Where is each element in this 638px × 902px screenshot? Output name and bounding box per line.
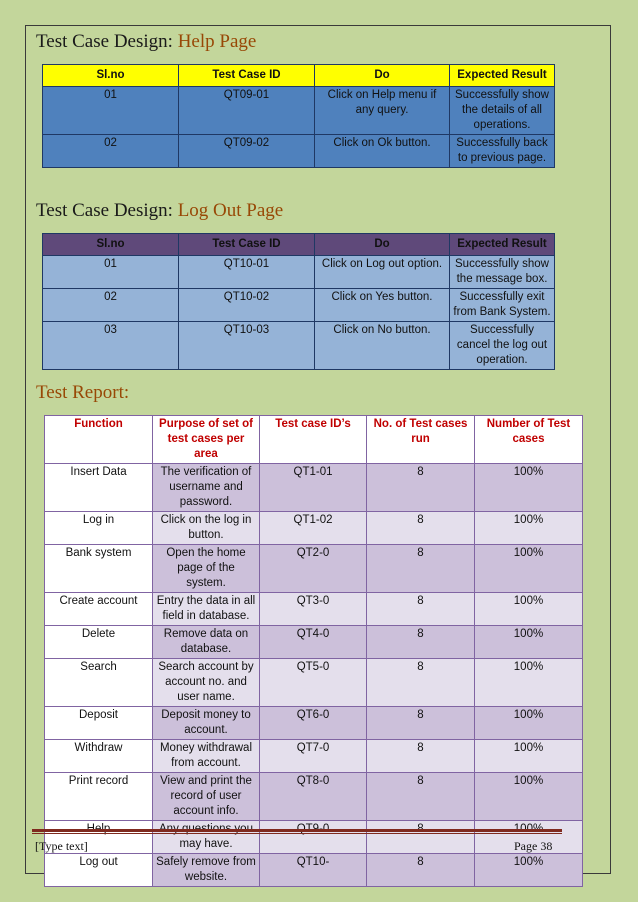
table-cell: Click on No button.: [315, 322, 450, 370]
logout-page-heading: [36, 200, 283, 222]
table-row: [45, 740, 583, 773]
table-cell: Click on Help menu if any query.: [315, 87, 450, 135]
table-cell: Log in: [45, 512, 153, 545]
table-cell: 100%: [475, 740, 583, 773]
table-row: [45, 707, 583, 740]
table-cell: Successfully back to previous page.: [450, 135, 555, 168]
table-cell: QT5-0: [260, 659, 367, 707]
table-cell: The verification of username and password.: [153, 464, 260, 512]
table-cell: 8: [367, 626, 475, 659]
page-number: Page 38: [514, 839, 553, 853]
table-cell: 8: [367, 512, 475, 545]
column-header: Sl.no: [43, 65, 179, 87]
column-header: Expected Result: [450, 234, 555, 256]
table-cell: [260, 821, 367, 854]
table-cell: 03: [43, 322, 179, 370]
table-cell: 8: [367, 593, 475, 626]
table-cell: QT4-0: [260, 626, 367, 659]
logout-heading-prefix: Test Case Design:: [36, 200, 178, 221]
table-cell: 01: [43, 87, 179, 135]
table-cell: 8: [367, 740, 475, 773]
table-cell: Deposit money to account.: [153, 707, 260, 740]
table-cell: 8: [367, 707, 475, 740]
table-cell: 02: [43, 135, 179, 168]
help-test-case-table: [42, 64, 555, 168]
table-cell: Search account by account no. and user name.: [153, 659, 260, 707]
table-cell: Safely remove from website.: [153, 854, 260, 887]
table-cell: Successfully exit from Bank System.: [450, 289, 555, 322]
footer-placeholder-text: [Type text]: [35, 839, 88, 853]
table-row: [43, 289, 555, 322]
help-page-heading: [36, 31, 256, 53]
table-cell: Click on Yes button.: [315, 289, 450, 322]
table-cell: QT09-02: [179, 135, 315, 168]
table-cell: 02: [43, 289, 179, 322]
table-cell: Click on Log out option.: [315, 256, 450, 289]
table-cell: Remove data on database.: [153, 626, 260, 659]
table-cell: may have.: [153, 821, 260, 854]
table-row: [45, 821, 583, 854]
table-row: [45, 626, 583, 659]
column-header: Number of Test cases: [475, 416, 583, 464]
table-cell: 100%: [475, 854, 583, 887]
table-cell: Money withdrawal from account.: [153, 740, 260, 773]
table-cell: QT7-0: [260, 740, 367, 773]
table-cell: 100%: [475, 773, 583, 821]
table-cell: 100%: [475, 659, 583, 707]
table-cell: QT10-02: [179, 289, 315, 322]
table-cell: Withdraw: [45, 740, 153, 773]
table-cell: Search: [45, 659, 153, 707]
table-row: [45, 512, 583, 545]
table-cell: Create account: [45, 593, 153, 626]
table-cell: Entry the data in all field in database.: [153, 593, 260, 626]
column-header: Test case ID’s: [260, 416, 367, 464]
table-row: [45, 773, 583, 821]
table-header-row: [45, 416, 583, 464]
table-cell: 8: [367, 854, 475, 887]
table-cell: QT10-: [260, 854, 367, 887]
table-cell: QT3-0: [260, 593, 367, 626]
footer-divider-thin: [32, 833, 562, 834]
column-header: Test Case ID: [179, 65, 315, 87]
table-cell: Open the home page of the system.: [153, 545, 260, 593]
test-report-table: [44, 415, 583, 887]
table-cell: QT1-02: [260, 512, 367, 545]
table-cell: Successfully show the details of all operations.: [450, 87, 555, 135]
table-cell: Click on Ok button.: [315, 135, 450, 168]
table-cell: Insert Data: [45, 464, 153, 512]
column-header: Test Case ID: [179, 234, 315, 256]
table-header-row: [43, 234, 555, 256]
table-cell: 8: [367, 464, 475, 512]
table-cell: 8: [367, 659, 475, 707]
table-cell: 8: [367, 545, 475, 593]
table-cell: Deposit: [45, 707, 153, 740]
column-header: No. of Test cases run: [367, 416, 475, 464]
table-cell: 100%: [475, 512, 583, 545]
table-cell: 8: [367, 773, 475, 821]
column-header: Sl.no: [43, 234, 179, 256]
table-row: [45, 593, 583, 626]
table-cell: 100%: [475, 626, 583, 659]
help-heading-accent: Help Page: [177, 31, 257, 52]
table-cell: View and print the record of user account info.: [153, 773, 260, 821]
column-header: Do: [315, 234, 450, 256]
test-report-heading: Test Report:: [36, 382, 130, 403]
table-row: [43, 135, 555, 168]
table-cell: Successfully show the message box.: [450, 256, 555, 289]
table-header-row: [43, 65, 555, 87]
column-header: Purpose of set of test cases per area: [153, 416, 260, 464]
logout-heading-accent: Log Out Page: [177, 200, 284, 221]
table-cell: [367, 821, 475, 854]
table-cell: QT10-01: [179, 256, 315, 289]
table-row: [43, 256, 555, 289]
table-cell: 100%: [475, 593, 583, 626]
table-cell: QT2-0: [260, 545, 367, 593]
table-cell: Successfully cancel the log out operation.: [450, 322, 555, 370]
table-cell: Bank system: [45, 545, 153, 593]
footer-divider-thick: [32, 829, 562, 832]
table-row: [45, 464, 583, 512]
table-cell: QT1-01: [260, 464, 367, 512]
table-cell: QT6-0: [260, 707, 367, 740]
table-cell: Print record: [45, 773, 153, 821]
logout-test-case-table: [42, 233, 555, 370]
table-cell: Click on the log in button.: [153, 512, 260, 545]
table-cell: QT09-01: [179, 87, 315, 135]
help-heading-prefix: Test Case Design:: [36, 31, 178, 52]
table-row: [45, 854, 583, 887]
table-cell: 100%: [475, 545, 583, 593]
column-header: Expected Result: [450, 65, 555, 87]
table-cell: 100%: [475, 464, 583, 512]
table-cell: Log out: [45, 854, 153, 887]
table-row: [43, 87, 555, 135]
table-row: [45, 545, 583, 593]
column-header: Function: [45, 416, 153, 464]
table-row: [45, 659, 583, 707]
column-header: Do: [315, 65, 450, 87]
table-cell: Delete: [45, 626, 153, 659]
report-table-body: [45, 464, 583, 887]
table-cell: 100%: [475, 707, 583, 740]
table-row: [43, 322, 555, 370]
table-cell: 01: [43, 256, 179, 289]
table-cell: QT8-0: [260, 773, 367, 821]
table-cell: QT10-03: [179, 322, 315, 370]
